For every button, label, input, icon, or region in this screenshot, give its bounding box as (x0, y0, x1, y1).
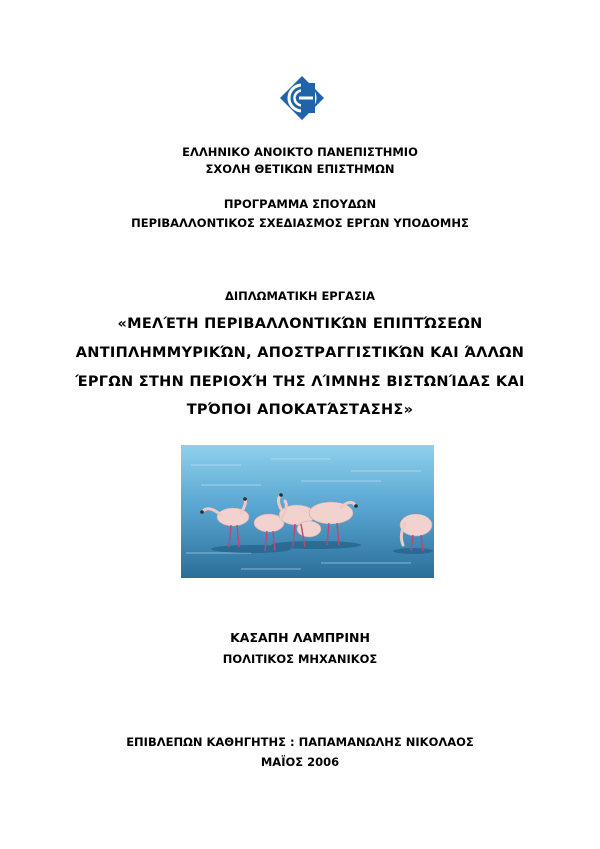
author-name: ΚΑΣΑΠΗ ΛΑΜΠΡΙΝΗ (230, 630, 370, 645)
program-label: ΠΡΟΓΡΑΜΜΑ ΣΠΟΥΔΩΝ (223, 197, 377, 211)
thesis-title-line-2: ΑΝΤΙΠΛΗΜΜΥΡΙΚΏΝ, ΑΠΟΣΤΡΑΓΓΙΣΤΙΚΏΝ ΚΑΙ ΆΛΛΩΝ (75, 345, 525, 361)
supervisor: ΕΠΙΒΛΕΠΩΝ ΚΑΘΗΓΗΤΗΣ : ΠΑΠΑΜΑΝΩΛΗΣ ΝΙΚΟΛΑΟΣ (126, 735, 474, 749)
university-emblem-icon (278, 74, 326, 122)
thesis-title-line-4: ΤΡΌΠΟΙ ΑΠΟΚΑΤΆΣΤΑΣΗΣ» (186, 402, 414, 418)
school-name: ΣΧΟΛΗ ΘΕΤΙΚΩΝ ΕΠΙΣΤΗΜΩΝ (205, 162, 395, 176)
author-role: ΠΟΛΙΤΙΚΟΣ ΜΗΧΑΝΙΚΟΣ (222, 652, 378, 666)
flamingos-photo (181, 445, 434, 578)
thesis-label: ΔΙΠΛΩΜΑΤΙΚΗ ΕΡΓΑΣΙΑ (224, 289, 376, 303)
university-name: ΕΛΛΗΝΙΚΟ ΑΝΟΙΚΤΟ ΠΑΝΕΠΙΣΤΗΜΙΟ (182, 145, 418, 159)
date: ΜΑΪΟΣ 2006 (260, 755, 340, 769)
program-name: ΠΕΡΙΒΑΛΛΟΝΤΙΚΟΣ ΣΧΕΔΙΑΣΜΟΣ ΕΡΓΩΝ ΥΠΟΔΟΜΗΣ (131, 216, 469, 230)
thesis-title-line-3: ΈΡΓΩΝ ΣΤΗΝ ΠΕΡΙΟΧΉ ΤΗΣ ΛΊΜΝΗΣ ΒΙΣΤΩΝΊΔΑΣ ΚΑΙ (75, 374, 525, 390)
thesis-title-line-1: «ΜΕΛΈΤΗ ΠΕΡΙΒΑΛΛΟΝΤΙΚΏΝ ΕΠΙΠΤΏΣΕΩΝ (117, 316, 483, 332)
